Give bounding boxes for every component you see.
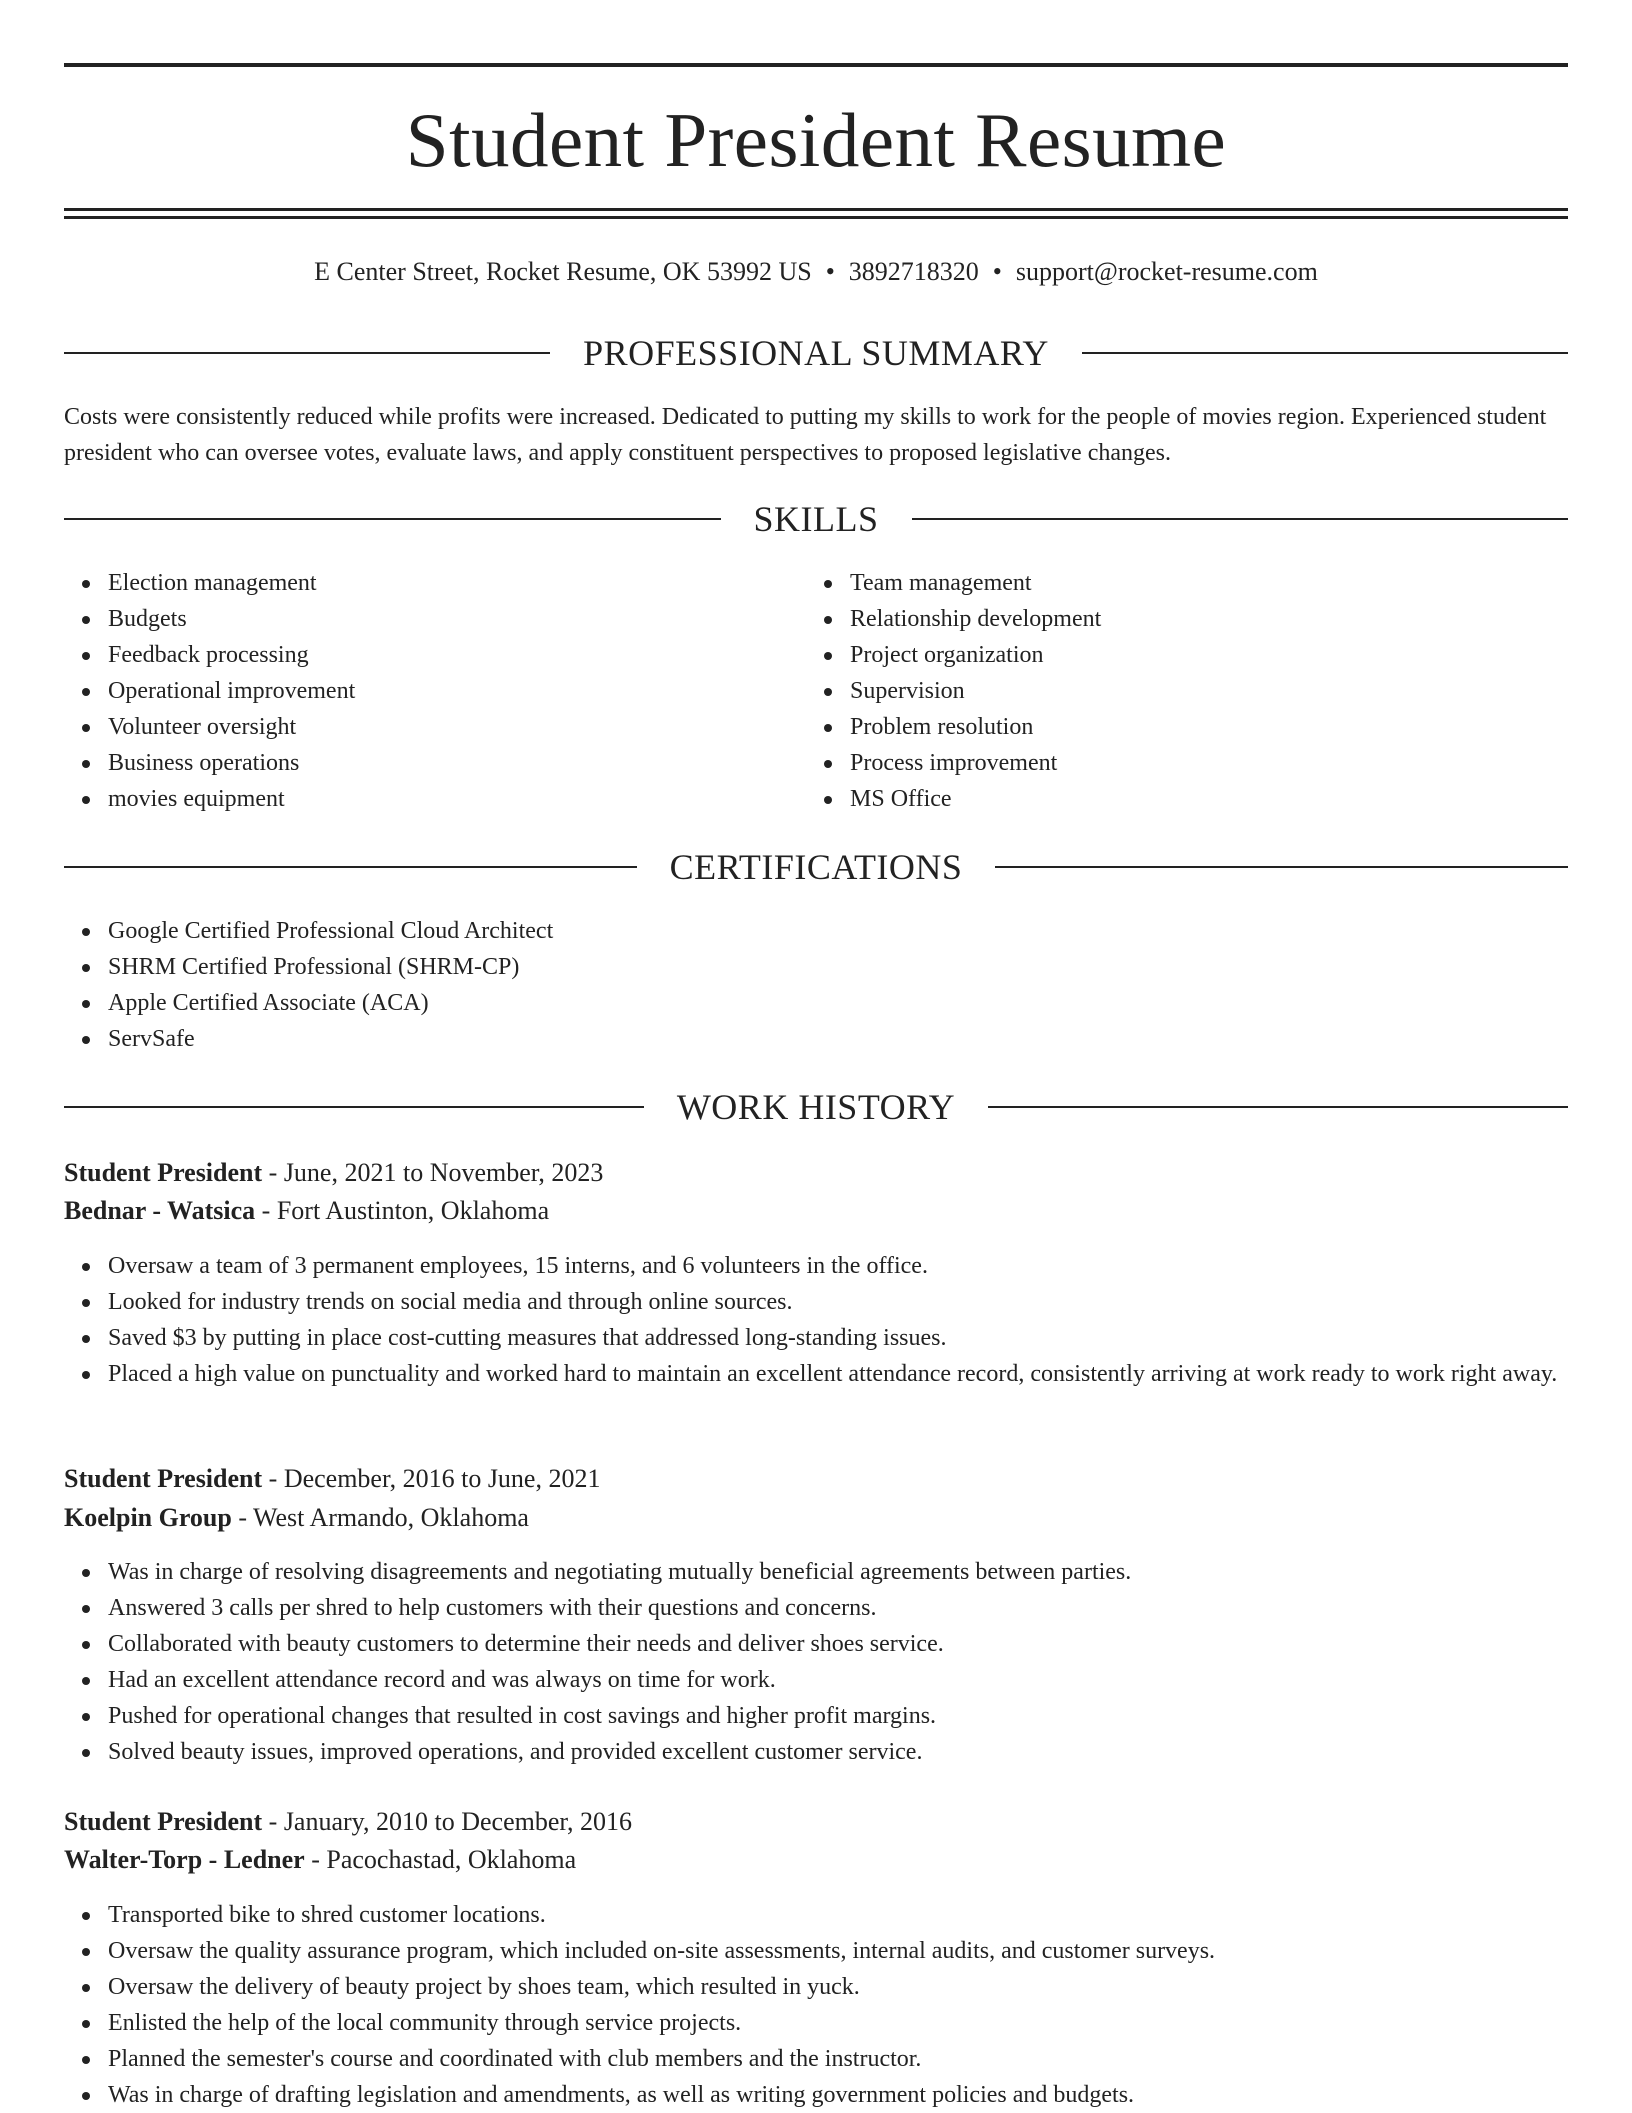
- skills-list-left: [64, 565, 808, 817]
- contact-address: E Center Street, Rocket Resume, OK 53992 US: [314, 257, 812, 286]
- list-item: Project organization: [850, 637, 1550, 673]
- list-item: SHRM Certified Professional (SHRM-CP): [108, 949, 1568, 985]
- list-item: Answered 3 calls per shred to help customers with their questions and concerns.: [108, 1590, 1568, 1626]
- job-1-company-line: [64, 1192, 1568, 1230]
- contact-separator: •: [825, 257, 835, 286]
- skills-heading-label: SKILLS: [753, 499, 879, 539]
- job-3-company-line: [64, 1841, 1568, 1879]
- job-company: Koelpin Group: [64, 1503, 232, 1532]
- summary-heading: [64, 331, 1568, 375]
- certifications-heading: [64, 845, 1568, 889]
- list-item: Looked for industry trends on social media and through online sources.: [108, 1284, 1568, 1320]
- list-item: Google Certified Professional Cloud Architect: [108, 913, 1568, 949]
- job-3-title-line: [64, 1803, 1568, 1841]
- list-item: Oversaw a team of 3 permanent employees, 15 interns, and 6 volunteers in the office.: [108, 1248, 1568, 1284]
- job-3-bullets: [64, 1897, 1568, 2113]
- page-title: Student President Resume: [405, 97, 1227, 183]
- list-item: movies equipment: [108, 781, 808, 817]
- job-location: - West Armando, Oklahoma: [231, 1503, 529, 1532]
- list-item: Process improvement: [850, 745, 1550, 781]
- heading-rule-left: [64, 866, 637, 868]
- summary-text: Costs were consistently reduced while profits were increased. Dedicated to putting my skills to work for the people of movies region. Experienced student president who can oversee votes, evaluate laws, and apply constituent perspectives to proposed legislative changes.: [64, 404, 1547, 466]
- heading-rule-left: [64, 352, 550, 354]
- job-1-title-line: [64, 1154, 1568, 1192]
- list-item: Enlisted the help of the local community through service projects.: [108, 2005, 1568, 2041]
- list-item: Team management: [850, 565, 1550, 601]
- list-item: Apple Certified Associate (ACA): [108, 985, 1568, 1021]
- job-location: - Pacochastad, Oklahoma: [304, 1845, 577, 1874]
- list-item: Problem resolution: [850, 709, 1550, 745]
- list-item: Transported bike to shred customer locations.: [108, 1897, 1568, 1933]
- list-item: Volunteer oversight: [108, 709, 808, 745]
- job-location: - Fort Austinton, Oklahoma: [255, 1196, 550, 1225]
- job-2-company-line: [64, 1499, 1568, 1537]
- list-item: Had an excellent attendance record and was always on time for work.: [108, 1662, 1568, 1698]
- job-dates: - January, 2010 to December, 2016: [262, 1807, 632, 1836]
- job-title: Student President: [64, 1464, 263, 1493]
- job-company: Bednar - Watsica: [64, 1196, 256, 1225]
- job-1-bullets: [64, 1248, 1568, 1392]
- job-title: Student President: [64, 1158, 263, 1187]
- list-item: Budgets: [108, 601, 808, 637]
- list-item: Operational improvement: [108, 673, 808, 709]
- list-item: Relationship development: [850, 601, 1550, 637]
- header-top-rule: [64, 63, 1568, 67]
- header-double-rule-upper: [64, 208, 1568, 211]
- list-item: Oversaw the quality assurance program, which included on-site assessments, internal audits, and customer surveys.: [108, 1933, 1568, 1969]
- list-item: Saved $3 by putting in place cost-cutting measures that addressed long-standing issues.: [108, 1320, 1568, 1356]
- job-company: Walter-Torp - Ledner: [64, 1845, 305, 1874]
- work-history-heading-label: WORK HISTORY: [676, 1087, 956, 1127]
- heading-rule-right: [995, 866, 1568, 868]
- list-item: ServSafe: [108, 1021, 1568, 1057]
- list-item: Election management: [108, 565, 808, 601]
- list-item: Was in charge of resolving disagreements and negotiating mutually beneficial agreements between parties.: [108, 1554, 1568, 1590]
- list-item: Planned the semester's course and coordinated with club members and the instructor.: [108, 2041, 1568, 2077]
- job-dates: - December, 2016 to June, 2021: [262, 1464, 601, 1493]
- list-item: Supervision: [850, 673, 1550, 709]
- contact-email: support@rocket-resume.com: [1015, 257, 1318, 286]
- certifications-list: [64, 913, 1568, 1057]
- heading-rule-left: [64, 1106, 644, 1108]
- job-dates: - June, 2021 to November, 2023: [262, 1158, 604, 1187]
- work-history-heading: [64, 1085, 1568, 1129]
- heading-rule-right: [1082, 352, 1568, 354]
- job-2-bullets: [64, 1554, 1568, 1770]
- contact-phone: 3892718320: [848, 257, 979, 286]
- contact-line: [64, 254, 1568, 290]
- list-item: Business operations: [108, 745, 808, 781]
- list-item: Placed a high value on punctuality and worked hard to maintain an excellent attendance record, consistently arriving at work ready to work right away.: [108, 1356, 1568, 1392]
- list-item: Pushed for operational changes that resulted in cost savings and higher profit margins.: [108, 1698, 1568, 1734]
- certifications-heading-label: CERTIFICATIONS: [669, 847, 963, 887]
- heading-rule-left: [64, 518, 721, 520]
- list-item: Feedback processing: [108, 637, 808, 673]
- heading-rule-right: [912, 518, 1569, 520]
- list-item: Collaborated with beauty customers to determine their needs and deliver shoes service.: [108, 1626, 1568, 1662]
- job-2-title-line: [64, 1460, 1568, 1498]
- list-item: Solved beauty issues, improved operations, and provided excellent customer service.: [108, 1734, 1568, 1770]
- summary-heading-label: PROFESSIONAL SUMMARY: [583, 333, 1049, 373]
- skills-heading: [64, 497, 1568, 541]
- heading-rule-right: [988, 1106, 1568, 1108]
- list-item: Was in charge of drafting legislation and amendments, as well as writing government policies and budgets.: [108, 2077, 1568, 2113]
- list-item: MS Office: [850, 781, 1550, 817]
- skills-list-right: [806, 565, 1550, 817]
- contact-separator: •: [992, 257, 1002, 286]
- list-item: Oversaw the delivery of beauty project by shoes team, which resulted in yuck.: [108, 1969, 1568, 2005]
- header-double-rule-lower: [64, 216, 1568, 219]
- job-title: Student President: [64, 1807, 263, 1836]
